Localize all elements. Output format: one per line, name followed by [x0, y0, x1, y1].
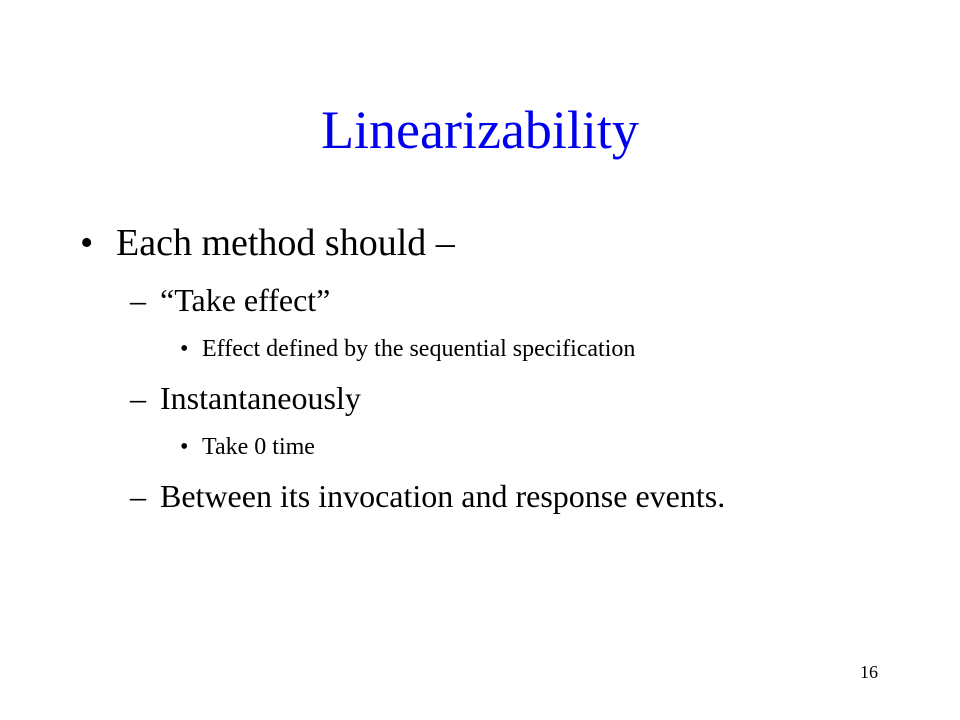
sub-sub-point-effect	[180, 334, 800, 364]
sub-sub-point-text: Effect defined by the sequential specification	[202, 336, 636, 362]
dash-marker: –	[130, 282, 146, 318]
slide-title: Linearizability	[321, 100, 639, 160]
sub-sub-point-take-zero	[180, 432, 580, 462]
sub-sub-point-text: Take 0 time	[202, 434, 315, 460]
bullet-marker: •	[180, 336, 189, 362]
sub-point-between	[120, 476, 880, 516]
bullet-marker: •	[80, 222, 94, 264]
sub-point-take-effect	[120, 280, 720, 320]
main-bullet-point	[80, 220, 680, 266]
sub-point-text: Instantaneously	[160, 380, 361, 416]
sub-point-text: Between its invocation and response events.	[160, 478, 726, 514]
dash-marker: –	[130, 478, 146, 514]
sub-point-instantaneously	[120, 378, 720, 418]
dash-marker: –	[130, 380, 146, 416]
page-number: 16	[860, 662, 878, 682]
bullet-marker: •	[180, 434, 189, 460]
sub-point-text: “Take effect”	[160, 282, 331, 318]
main-bullet-text: Each method should –	[116, 222, 455, 264]
